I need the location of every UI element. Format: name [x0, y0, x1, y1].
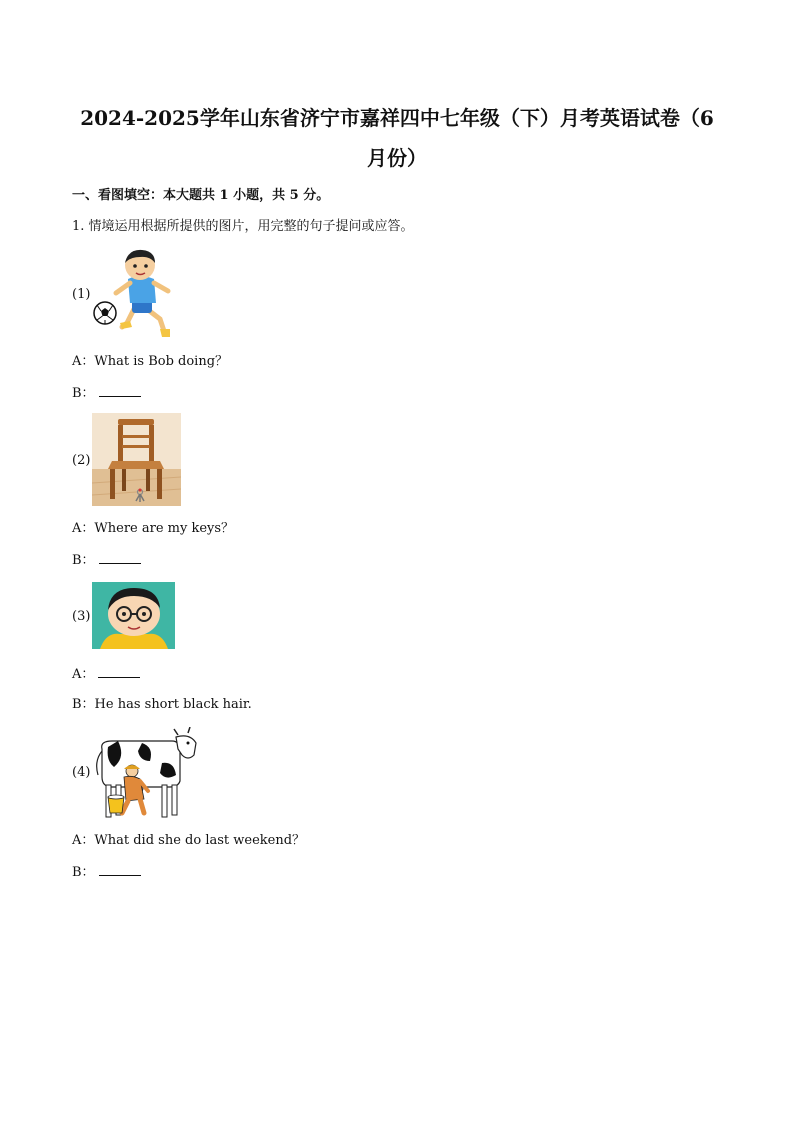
section-heading: 一、看图填空：本大题共 1 小题，共 5 分。: [72, 188, 330, 203]
exam-title-line2: 月份）: [367, 146, 427, 170]
question-prompt: 1. 情境运用根据所提供的图片，用完整的句子提问或应答。: [72, 219, 414, 234]
cartoon-boy-with-glasses-image: [92, 582, 175, 649]
exam-title-line1: 2024-2025学年山东省济宁市嘉祥四中七年级（下）月考英语试卷（6: [80, 106, 714, 130]
item-1-question: A：What is Bob doing？: [72, 354, 229, 369]
item-2-answer-line: [72, 552, 141, 569]
item-3-question-label: A：: [72, 667, 95, 682]
chair-with-keys-image: [92, 413, 181, 506]
item-4-question: A：What did she do last weekend？: [72, 833, 306, 848]
item-4-label: (4): [72, 765, 91, 780]
item-2-answer-blank[interactable]: [99, 552, 141, 564]
item-3-label: (3): [72, 609, 91, 624]
item-4-answer-line: [72, 864, 141, 881]
item-4-answer-label: B：: [72, 865, 95, 880]
item-1-answer-label: B：: [72, 386, 95, 401]
item-2-answer-label: B：: [72, 553, 95, 568]
item-4-answer-blank[interactable]: [99, 864, 141, 876]
item-3-answer: B：He has short black hair.: [72, 697, 252, 712]
item-3-question-blank[interactable]: [98, 666, 140, 678]
item-2-question: A：Where are my keys？: [72, 521, 235, 536]
item-1-answer-blank[interactable]: [99, 385, 141, 397]
item-1-answer-line: [72, 385, 141, 402]
item-2-label: (2): [72, 453, 91, 468]
item-1-label: (1): [72, 287, 91, 302]
girl-milking-cow-image: [92, 727, 200, 821]
boy-kicking-soccer-ball-image: [92, 247, 178, 339]
item-3-question-line: [72, 666, 140, 683]
